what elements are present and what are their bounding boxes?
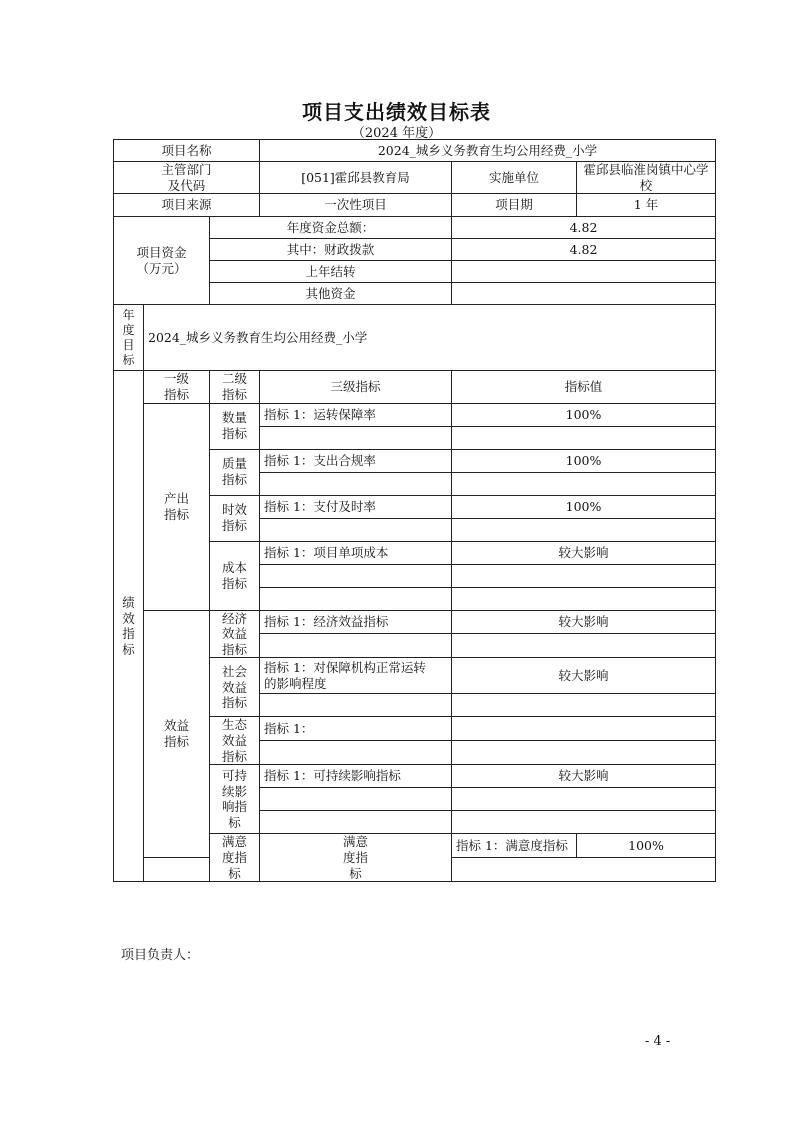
header-value: 指标值 <box>452 371 716 403</box>
header-lvl3: 三级指标 <box>260 371 452 403</box>
indicator-value: 100% <box>452 403 716 426</box>
indicator-name: 指标 1：运转保障率 <box>260 403 452 426</box>
subgroup-social: 社会 效益 指标 <box>210 658 260 717</box>
group-satisfaction: 满意 度指 标 <box>210 834 260 882</box>
indicator-name: 指标 1：可持续影响指标 <box>260 765 452 788</box>
responsible-person-label: 项目负责人： <box>121 948 200 963</box>
value-impl-unit: 霍邱县临淮岗镇中心学 校 <box>577 162 716 194</box>
group-benefit: 效益 指标 <box>144 610 210 858</box>
row-source <box>114 194 716 217</box>
label-fiscal: 其中：财政拨款 <box>210 239 452 261</box>
subgroup-timeliness: 时效 指标 <box>210 495 260 541</box>
label-annual-total: 年度资金总额： <box>210 217 452 239</box>
row-annual-goal <box>114 305 716 371</box>
row-annual-total <box>114 217 716 239</box>
subgroup-sustainable: 可持 续影 响指 标 <box>210 765 260 834</box>
label-source: 项目来源 <box>114 194 260 217</box>
subgroup-ecological: 生态 效益 指标 <box>210 717 260 765</box>
subgroup-quality: 质量 指标 <box>210 449 260 495</box>
page-number: - 4 - <box>645 1034 671 1049</box>
row-dept <box>114 162 716 194</box>
value-other <box>452 283 716 305</box>
performance-target-table <box>113 139 716 882</box>
indicator-value: 较大影响 <box>452 765 716 788</box>
subgroup-quantity: 数量 指标 <box>210 403 260 449</box>
label-annual-goal: 年 度 目 标 <box>114 305 144 371</box>
value-period: 1 年 <box>577 194 716 217</box>
subgroup-economic: 经济 效益 指标 <box>210 610 260 658</box>
label-funds: 项目资金 （万元） <box>114 217 210 305</box>
document-subtitle: （2024 年度） <box>351 126 442 141</box>
indicator-name: 指标 1：项目单项成本 <box>260 541 452 564</box>
value-annual-total: 4.82 <box>452 217 716 239</box>
indicator-name: 指标 1： <box>260 717 452 741</box>
subgroup-cost: 成本 指标 <box>210 541 260 610</box>
indicator-name: 指标 1：对保障机构正常运转 的影响程度 <box>260 658 452 694</box>
indicator-value <box>452 717 716 741</box>
label-perf: 绩 效 指 标 <box>114 371 144 882</box>
indicator-name: 指标 1：支付及时率 <box>260 495 452 518</box>
header-lvl2: 二级 指标 <box>210 371 260 403</box>
label-dept: 主管部门 及代码 <box>114 162 260 194</box>
subgroup-satisfaction: 满意 度指 标 <box>260 834 452 882</box>
value-source: 一次性项目 <box>260 194 452 217</box>
indicator-name: 指标 1：经济效益指标 <box>260 610 452 634</box>
value-dept: [051]霍邱县教育局 <box>260 162 452 194</box>
value-project-name: 2024_城乡义务教育生均公用经费_小学 <box>260 140 716 162</box>
label-project-name: 项目名称 <box>114 140 260 162</box>
indicator-value: 100% <box>452 495 716 518</box>
indicator-value: 较大影响 <box>452 541 716 564</box>
indicator-name: 指标 1：支出合规率 <box>260 449 452 472</box>
value-last-year <box>452 261 716 283</box>
table-row <box>114 403 716 426</box>
indicator-value: 100% <box>577 834 716 858</box>
value-annual-goal: 2024_城乡义务教育生均公用经费_小学 <box>144 305 716 371</box>
group-output: 产出 指标 <box>144 403 210 610</box>
label-other: 其他资金 <box>210 283 452 305</box>
header-lvl1: 一级 指标 <box>144 371 210 403</box>
indicator-name: 指标 1：满意度指标 <box>452 834 577 858</box>
indicator-value: 100% <box>452 449 716 472</box>
value-fiscal: 4.82 <box>452 239 716 261</box>
indicator-value: 较大影响 <box>452 658 716 694</box>
document-title: 项目支出绩效目标表 <box>302 100 491 124</box>
row-indicator-header <box>114 371 716 403</box>
label-period: 项目期 <box>452 194 577 217</box>
label-last-year: 上年结转 <box>210 261 452 283</box>
indicator-value: 较大影响 <box>452 610 716 634</box>
table-row <box>114 610 716 634</box>
row-project-name <box>114 140 716 162</box>
label-impl-unit: 实施单位 <box>452 162 577 194</box>
